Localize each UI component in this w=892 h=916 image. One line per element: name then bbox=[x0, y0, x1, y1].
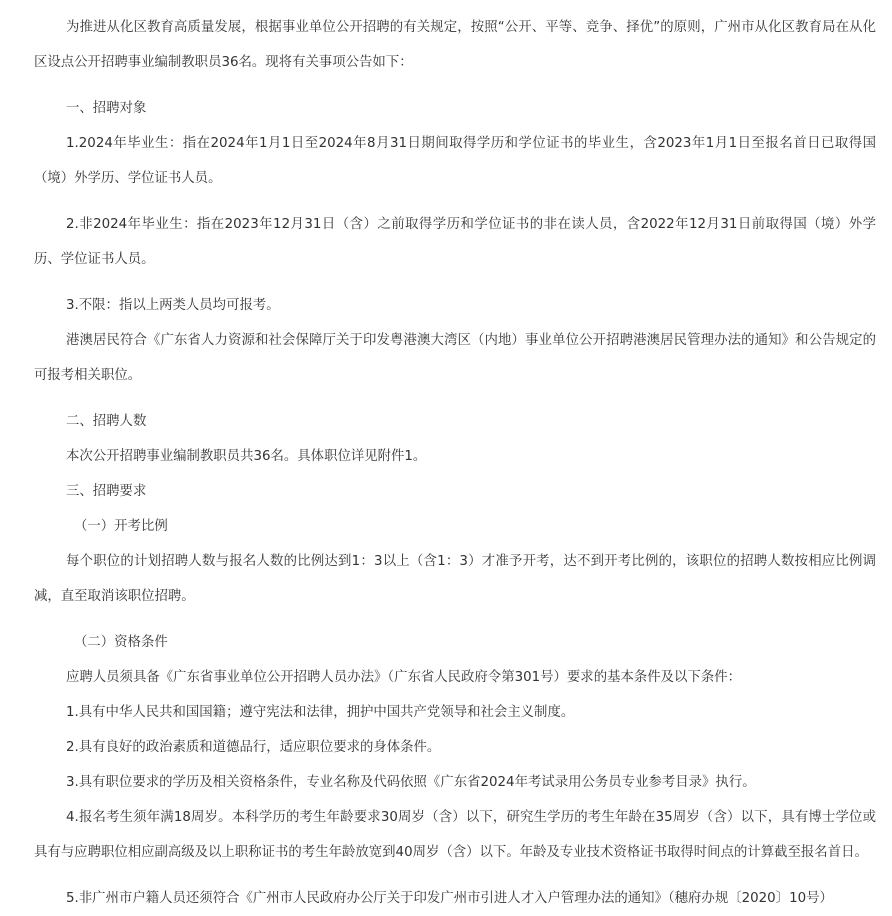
target-item-unlimited: 3.不限：指以上两类人员均可报考。 bbox=[66, 298, 280, 313]
target-item-2024-graduates: 1.2024年毕业生：指在2024年1月1日至2024年8月31日期间取得学历和学位证书的毕业生，含2023年1月1日至报名首日已取得国（境）外学历、学位证书人员。 bbox=[34, 136, 876, 186]
section-heading-requirements: 三、招聘要求 bbox=[66, 484, 147, 499]
qualification-item-5: 5.非广州市户籍人员还须符合《广州市人民政府办公厅关于印发广州市引进人才入户管理办法的通知》（穗府办规〔2020〕10号） bbox=[66, 891, 833, 906]
exam-ratio-paragraph: 每个职位的计划招聘人数与报名人数的比例达到1：3以上（含1：3）才准予开考，达不到开考比例的，该职位的招聘人数按相应比例调减，直至取消该职位招聘。 bbox=[34, 554, 876, 604]
qualification-item-4: 4.报名考生须年满18周岁。本科学历的考生年龄要求30周岁（含）以下，研究生学历的考生年龄在35周岁（含）以下，具有博士学位或具有与应聘职位相应副高级及以上职称证书的考生年龄放宽到40周岁（含）以下。年龄及专业技术资格证书取得时间点的计算截至报名首日。 bbox=[34, 810, 876, 860]
qualification-item-3: 3.具有职位要求的学历及相关资格条件，专业名称及代码依照《广东省2024年考试录用公务员专业参考目录》执行。 bbox=[66, 775, 756, 790]
recruitment-number-paragraph: 本次公开招聘事业编制教职员共36名。具体职位详见附件1。 bbox=[66, 449, 427, 464]
hk-macao-residents-paragraph: 港澳居民符合《广东省人力资源和社会保障厅关于印发粤港澳大湾区（内地）事业单位公开招聘港澳居民管理办法的通知》和公告规定的可报考相关职位。 bbox=[34, 333, 876, 383]
intro-paragraph: 为推进从化区教育高质量发展，根据事业单位公开招聘的有关规定，按照“公开、平等、竞争、择优”的原则，广州市从化区教育局在从化区设点公开招聘事业编制教职员36名。现将有关事项公告如下： bbox=[34, 20, 876, 70]
section-heading-recruitment-number: 二、招聘人数 bbox=[66, 414, 147, 429]
qualification-item-1: 1.具有中华人民共和国国籍；遵守宪法和法律，拥护中国共产党领导和社会主义制度。 bbox=[66, 705, 575, 720]
target-item-non-2024-graduates: 2.非2024年毕业生：指在2023年12月31日（含）之前取得学历和学位证书的非在读人员，含2022年12月31日前取得国（境）外学历、学位证书人员。 bbox=[34, 217, 876, 267]
subsection-heading-qualifications: （二）资格条件 bbox=[74, 635, 168, 650]
qualification-item-2: 2.具有良好的政治素质和道德品行，适应职位要求的身体条件。 bbox=[66, 740, 441, 755]
subsection-heading-exam-ratio: （一）开考比例 bbox=[74, 519, 168, 534]
qualifications-intro-paragraph: 应聘人员须具备《广东省事业单位公开招聘人员办法》（广东省人民政府令第301号）要求的基本条件及以下条件： bbox=[66, 670, 741, 685]
section-heading-recruitment-targets: 一、招聘对象 bbox=[66, 101, 147, 116]
